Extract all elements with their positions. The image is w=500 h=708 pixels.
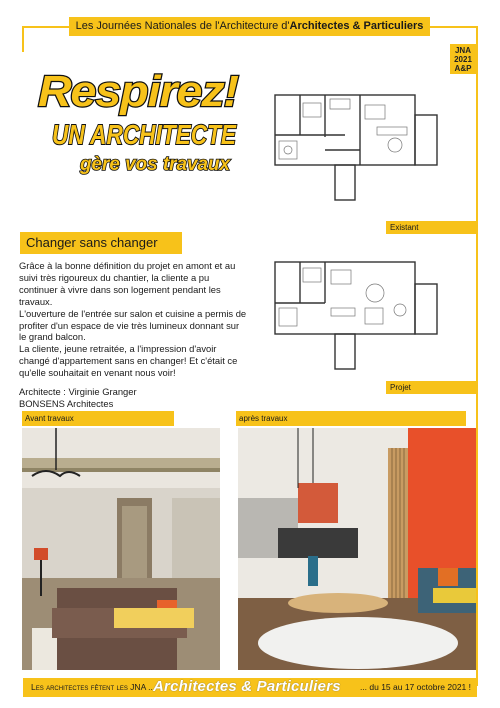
existing-plan-label: Existant — [386, 221, 476, 234]
header-title-prefix: Les Journées Nationales de l'Architecture d' — [75, 20, 290, 32]
header-title-brand: Architectes & Particuliers — [289, 20, 424, 32]
jna-badge — [450, 44, 476, 74]
frame-line-right-bottom — [476, 406, 478, 686]
header-banner — [69, 17, 430, 36]
project-floor-plan — [265, 248, 445, 378]
architect-name: Architecte : Virginie Granger — [19, 386, 137, 397]
architect-firm: BONSENS Architectes — [19, 397, 114, 409]
frame-line-top-left — [22, 26, 69, 28]
before-photo-label: Avant travaux — [22, 411, 174, 426]
architect-credit — [19, 386, 249, 410]
footer-dates: ... du 15 au 17 octobre 2021 ! — [359, 682, 471, 692]
section-title: Changer sans changer — [20, 232, 182, 254]
footer-brand: Architectes & Particuliers — [153, 678, 341, 695]
respirez-logo — [34, 60, 244, 180]
footer-left-text: Les architectes fêtent les JNA ... — [31, 682, 156, 692]
logo-line-3: gère vos travaux — [79, 154, 232, 175]
description-paragraph-1: Grâce à la bonne définition du projet en amont et au suivi très rigoureux du chantier, la cliente a pu continuer à vivre dans son logement pendant les travaux. — [19, 260, 236, 307]
existing-floor-plan — [265, 75, 445, 205]
frame-line-left — [22, 26, 24, 52]
description-text — [19, 260, 249, 379]
frame-line-right — [476, 26, 478, 406]
badge-line-1: JNA — [454, 46, 471, 55]
badge-line-2: 2021 — [454, 55, 472, 64]
before-renovation-photo — [22, 428, 220, 670]
badge-line-3: A&P — [454, 64, 472, 73]
after-renovation-photo — [238, 428, 476, 670]
frame-line-top-right — [430, 26, 478, 28]
description-paragraph-3: La cliente, jeune retraitée, a l'impression d'avoir changé d'appartement sans en changer! Et c'était ce qu'elle souhaitait en venant nous voir! — [19, 343, 238, 379]
footer-banner — [23, 678, 477, 697]
logo-line-2: UN ARCHITECTE — [52, 119, 238, 150]
logo-line-1: Respirez! — [38, 67, 239, 116]
description-paragraph-2: L'ouverture de l'entrée sur salon et cuisine a permis de profiter d'un espace de vie très lumineux donnant sur le grand balcon. — [19, 307, 247, 343]
project-plan-label: Projet — [386, 381, 476, 394]
after-photo-label: après travaux — [236, 411, 466, 426]
